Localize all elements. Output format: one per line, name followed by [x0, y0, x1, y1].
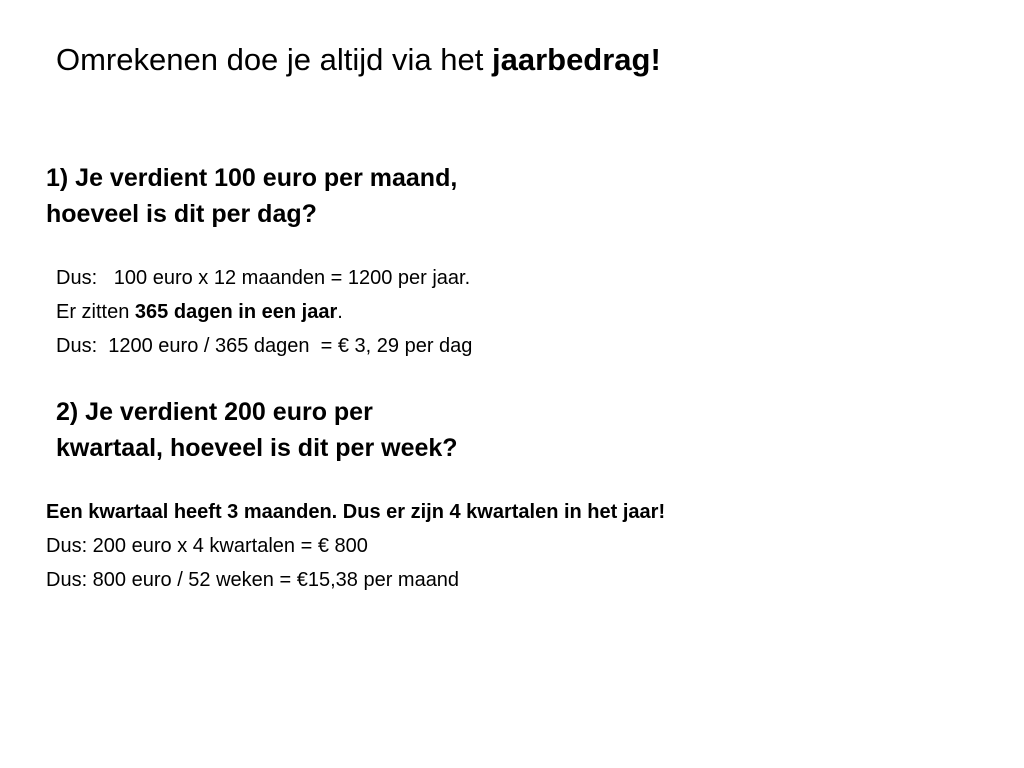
- answer-2-line-3: Dus: 800 euro / 52 weken = €15,38 per maand: [46, 569, 460, 591]
- title-emphasis: jaarbedrag!: [491, 42, 661, 77]
- answer-1-line-2-suffix: .: [337, 301, 343, 323]
- question-2: [56, 394, 458, 466]
- question-2-line-1: 2) Je verdient 200 euro per: [56, 398, 373, 426]
- answer-2: [46, 495, 665, 597]
- question-1-line-1: 1) Je verdient 100 euro per maand,: [46, 164, 458, 192]
- answer-1-line-2-text: Er zitten: [56, 301, 135, 323]
- answer-1-line-2-emphasis: 365 dagen in een jaar: [134, 301, 338, 323]
- answer-1-line-1: Dus: 100 euro x 12 maanden = 1200 per jaar.: [56, 267, 471, 289]
- answer-2-line-2: Dus: 200 euro x 4 kwartalen = € 800: [46, 535, 368, 557]
- question-2-line-2: kwartaal, hoeveel is dit per week?: [56, 434, 458, 462]
- title-text: Omrekenen doe je altijd via het: [56, 42, 492, 77]
- answer-1: [56, 261, 472, 363]
- answer-1-line-2: [56, 295, 472, 329]
- question-1-line-2: hoeveel is dit per dag?: [46, 200, 317, 228]
- answer-2-line-1: Een kwartaal heeft 3 maanden. Dus er zijn 4 kwartalen in het jaar!: [46, 501, 666, 523]
- question-1: [46, 160, 457, 232]
- slide-title: [56, 38, 661, 82]
- answer-1-line-3: Dus: 1200 euro / 365 dagen = € 3, 29 per dag: [56, 335, 473, 357]
